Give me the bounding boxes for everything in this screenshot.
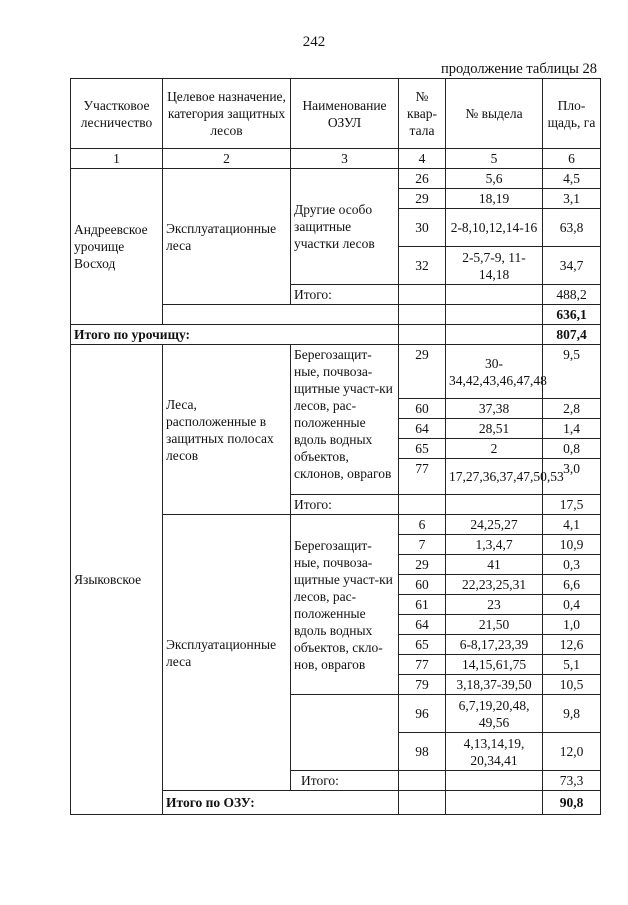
purpose-cell: Эксплуатационные леса xyxy=(163,515,291,791)
ozul-cell: Берегозащит-ные, почвоза-щитные участ-ки лесов, рас-положенные вдоль водных объектов, скло-нов, оврагов xyxy=(291,515,399,695)
urochishche-total-value: 807,4 xyxy=(543,325,601,345)
column-number-row xyxy=(71,149,601,169)
plot-cell: 37,38 xyxy=(446,399,543,419)
col-number: 2 xyxy=(163,149,291,169)
plot-cell: 22,23,25,31 xyxy=(446,575,543,595)
quarter-cell: 64 xyxy=(399,419,446,439)
header-plot: № выдела xyxy=(446,79,543,149)
plot-cell: 6,7,19,20,48, 49,56 xyxy=(446,695,543,733)
plot-cell: 1,3,4,7 xyxy=(446,535,543,555)
ozu-total-label: Итого по ОЗУ: xyxy=(163,791,399,815)
header-quarter: № квар- тала xyxy=(399,79,446,149)
quarter-cell: 64 xyxy=(399,615,446,635)
table-continuation-note: продолжение таблицы 28 xyxy=(441,61,597,77)
col-number: 6 xyxy=(543,149,601,169)
plot-cell: 2-5,7-9, 11-14,18 xyxy=(446,247,543,285)
subtotal-value: 636,1 xyxy=(543,305,601,325)
header-purpose: Целевое назначение, категория защитных лесов xyxy=(163,79,291,149)
itogo-value: 73,3 xyxy=(543,771,601,791)
quarter-cell: 96 xyxy=(399,695,446,733)
quarter-cell: 77 xyxy=(399,459,446,495)
plot-cell: 17,27,36,37,47,50,53 xyxy=(446,459,543,495)
quarter-cell: 29 xyxy=(399,189,446,209)
area-cell: 4,1 xyxy=(543,515,601,535)
ozul-cell: Другие особо защитные участки лесов xyxy=(291,169,399,285)
urochishche-total-label: Итого по урочищу: xyxy=(71,325,399,345)
header-ozul: Наименование ОЗУЛ xyxy=(291,79,399,149)
plot-cell: 4,13,14,19, 20,34,41 xyxy=(446,733,543,771)
quarter-cell: 65 xyxy=(399,635,446,655)
area-cell: 3,1 xyxy=(543,189,601,209)
header-row xyxy=(71,79,601,149)
page-number: 242 xyxy=(302,34,326,50)
area-cell: 10,5 xyxy=(543,675,601,695)
itogo-label: Итого: xyxy=(291,771,399,791)
purpose-cell: Эксплуатационные леса xyxy=(163,169,291,305)
area-cell: 34,7 xyxy=(543,247,601,285)
area-cell: 0,3 xyxy=(543,555,601,575)
plot-cell: 2 xyxy=(446,439,543,459)
quarter-cell: 60 xyxy=(399,575,446,595)
plot-cell: 14,15,61,75 xyxy=(446,655,543,675)
area-cell: 0,8 xyxy=(543,439,601,459)
ozul-cell: Берегозащит-ные, почвоза-щитные участ-ки лесов, рас-положенные вдоль водных объектов, склонов, оврагов xyxy=(291,345,399,495)
quarter-cell: 29 xyxy=(399,555,446,575)
protective-forests-table xyxy=(70,78,601,815)
area-cell: 10,9 xyxy=(543,535,601,555)
quarter-cell: 60 xyxy=(399,399,446,419)
quarter-cell: 29 xyxy=(399,345,446,399)
area-cell: 2,8 xyxy=(543,399,601,419)
plot-cell: 18,19 xyxy=(446,189,543,209)
plot-cell: 21,50 xyxy=(446,615,543,635)
area-cell: 1,4 xyxy=(543,419,601,439)
plot-cell: 2-8,10,12,14-16 xyxy=(446,209,543,247)
area-cell: 63,8 xyxy=(543,209,601,247)
plot-cell: 3,18,37-39,50 xyxy=(446,675,543,695)
area-cell: 9,8 xyxy=(543,695,601,733)
header-area: Пло- щадь, га xyxy=(543,79,601,149)
quarter-cell: 6 xyxy=(399,515,446,535)
plot-cell: 23 xyxy=(446,595,543,615)
itogo-value: 488,2 xyxy=(543,285,601,305)
col-number: 4 xyxy=(399,149,446,169)
table-row xyxy=(71,345,601,399)
quarter-cell: 98 xyxy=(399,733,446,771)
forestry-cell: Андреевское урочище Восход xyxy=(71,169,163,325)
col-number: 5 xyxy=(446,149,543,169)
area-cell: 9,5 xyxy=(543,345,601,399)
area-cell: 12,0 xyxy=(543,733,601,771)
itogo-label: Итого: xyxy=(291,285,399,305)
area-cell: 0,4 xyxy=(543,595,601,615)
quarter-cell: 65 xyxy=(399,439,446,459)
plot-cell: 28,51 xyxy=(446,419,543,439)
col-number: 3 xyxy=(291,149,399,169)
plot-cell: 5,6 xyxy=(446,169,543,189)
area-cell: 3,0 xyxy=(543,459,601,495)
itogo-value: 17,5 xyxy=(543,495,601,515)
plot-cell: 41 xyxy=(446,555,543,575)
quarter-cell: 79 xyxy=(399,675,446,695)
quarter-cell: 7 xyxy=(399,535,446,555)
quarter-cell: 77 xyxy=(399,655,446,675)
area-cell: 6,6 xyxy=(543,575,601,595)
area-cell: 4,5 xyxy=(543,169,601,189)
area-cell: 12,6 xyxy=(543,635,601,655)
col-number: 1 xyxy=(71,149,163,169)
purpose-cell: Леса, расположенные в защитных полосах лесов xyxy=(163,345,291,515)
header-forestry: Участковое лесничество xyxy=(71,79,163,149)
quarter-cell: 26 xyxy=(399,169,446,189)
itogo-label: Итого: xyxy=(291,495,399,515)
table-row xyxy=(71,169,601,189)
quarter-cell: 32 xyxy=(399,247,446,285)
quarter-cell: 30 xyxy=(399,209,446,247)
area-cell: 5,1 xyxy=(543,655,601,675)
plot-cell: 6-8,17,23,39 xyxy=(446,635,543,655)
quarter-cell: 61 xyxy=(399,595,446,615)
urochishche-total-row xyxy=(71,325,601,345)
plot-cell: 24,25,27 xyxy=(446,515,543,535)
area-cell: 1,0 xyxy=(543,615,601,635)
plot-cell: 30-34,42,43,46,47,48 xyxy=(446,345,543,399)
ozu-total-value: 90,8 xyxy=(543,791,601,815)
forestry-cell: Языковское xyxy=(71,345,163,815)
